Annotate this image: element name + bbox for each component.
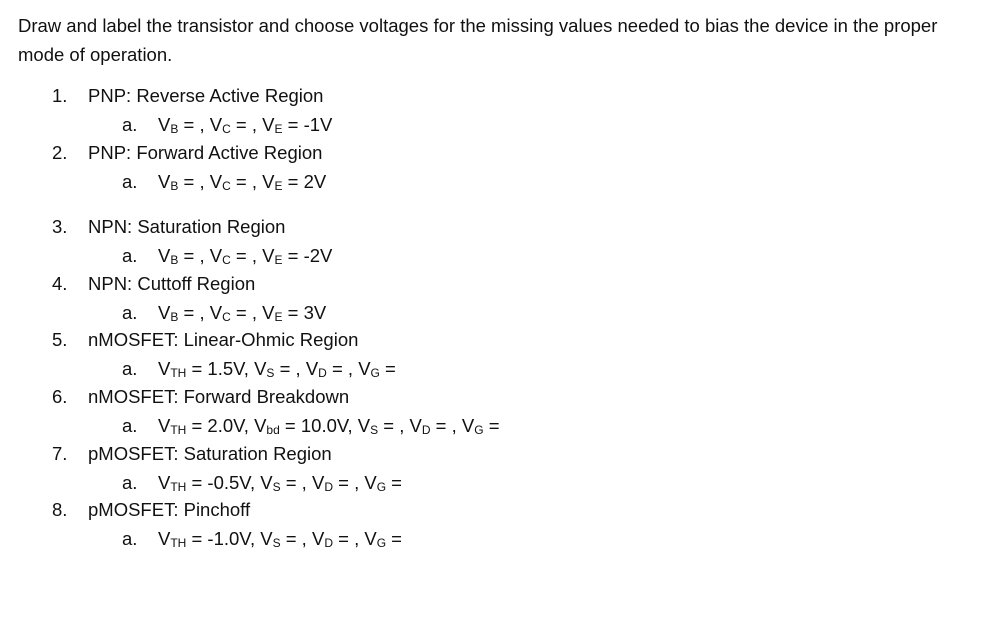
voltage-subscript: D [421,423,431,437]
voltage-value: = , [230,171,263,192]
subitem-letter: a. [122,171,138,192]
voltage-term [262,171,326,192]
problem-2-subitem [122,171,326,193]
voltage-term [358,358,396,379]
instructions-paragraph: Draw and label the transistor and choose voltages for the missing values needed to bias the device in the proper mode of operation. [18,15,938,65]
problem-title: NPN: Saturation Region [88,216,286,237]
voltage-subscript: C [222,253,231,267]
voltage-value: = [386,472,402,493]
voltage-term [306,358,358,379]
voltage-subscript: G [376,480,387,494]
voltage-value: = , [378,415,410,436]
voltage-subscript: bd [266,423,280,437]
voltage-term [158,358,254,379]
voltage-value: = , [326,358,359,379]
problem-title: PNP: Forward Active Region [88,142,323,163]
voltage-subscript: G [370,366,380,380]
voltage-symbol: V [158,415,171,436]
voltage-term [260,528,312,549]
problem-title: PNP: Reverse Active Region [88,85,324,106]
voltage-value: = [483,415,500,436]
voltage-subscript: TH [170,366,187,380]
voltage-value: = , [230,302,263,323]
voltage-subscript: C [222,122,231,136]
voltage-value: = , [178,245,210,266]
voltage-value: = 1.5V, [186,358,255,379]
problem-8 [52,499,250,521]
problem-5-subitem [122,358,396,380]
voltage-value: = -1.0V, [186,528,261,549]
voltage-term [158,528,260,549]
voltage-subscript: B [170,253,179,267]
voltage-value: = , [178,114,210,135]
voltage-term [158,415,254,436]
voltage-term [158,171,210,192]
problem-number: 3. [52,216,68,237]
voltage-symbol: V [262,114,275,135]
voltage-subscript: E [274,179,283,193]
problem-number: 5. [52,329,68,350]
voltage-term [254,358,306,379]
voltage-subscript: D [324,480,333,494]
voltage-value: = , [332,528,365,549]
subitem-letter: a. [122,245,138,266]
voltage-subscript: G [474,423,484,437]
voltage-symbol: V [260,472,273,493]
problem-number: 7. [52,443,68,464]
problem-6-subitem [122,415,500,437]
voltage-value: = 3V [282,302,327,323]
voltage-subscript: C [222,310,231,324]
voltage-term [158,114,210,135]
voltage-list [158,415,500,436]
voltage-symbol: V [158,245,171,266]
subitem-letter: a. [122,528,138,549]
voltage-term [210,245,262,266]
voltage-term [462,415,500,436]
voltage-term [262,114,332,135]
voltage-term [158,472,260,493]
problem-4 [52,273,255,295]
voltage-value: = , [274,358,306,379]
voltage-symbol: V [158,114,171,135]
voltage-value: = -1V [282,114,333,135]
voltage-subscript: B [170,179,179,193]
voltage-list [158,171,326,192]
problem-3-subitem [122,245,332,267]
voltage-value: = , [178,171,210,192]
voltage-value: = , [280,472,312,493]
voltage-term [262,302,326,323]
problem-1-subitem [122,114,332,136]
voltage-subscript: E [274,310,283,324]
voltage-term [262,245,332,266]
voltage-symbol: V [311,528,325,549]
voltage-subscript: TH [170,423,187,437]
voltage-list [158,472,402,493]
voltage-symbol: V [158,358,171,379]
voltage-subscript: G [376,536,387,550]
voltage-term [260,472,312,493]
voltage-value: = 2.0V, [186,415,255,436]
voltage-term [210,302,262,323]
problem-title: nMOSFET: Linear-Ohmic Region [88,329,359,350]
voltage-subscript: E [274,253,283,267]
voltage-list [158,114,332,135]
voltage-term [210,171,262,192]
problem-number: 8. [52,499,68,520]
voltage-value: = -2V [282,245,333,266]
voltage-term [254,415,358,436]
subitem-letter: a. [122,415,138,436]
voltage-symbol: V [262,302,275,323]
voltage-symbol: V [158,302,171,323]
problem-8-subitem [122,528,402,550]
voltage-subscript: S [272,480,281,494]
voltage-subscript: D [318,366,327,380]
voltage-value: = , [230,245,263,266]
voltage-symbol: V [254,415,267,436]
voltage-symbol: V [158,472,171,493]
voltage-value: = , [178,302,210,323]
voltage-subscript: S [272,536,281,550]
voltage-subscript: TH [170,480,187,494]
voltage-subscript: B [170,122,179,136]
voltage-term [358,415,410,436]
voltage-value: = , [280,528,312,549]
problem-number: 1. [52,85,68,106]
problem-number: 6. [52,386,68,407]
subitem-letter: a. [122,358,138,379]
voltage-subscript: E [274,122,283,136]
voltage-term [410,415,462,436]
voltage-subscript: S [266,366,275,380]
problem-number: 2. [52,142,68,163]
voltage-symbol: V [305,358,319,379]
voltage-subscript: D [324,536,333,550]
subitem-letter: a. [122,302,138,323]
problem-1 [52,85,323,107]
voltage-term [158,245,210,266]
voltage-symbol: V [461,415,475,436]
voltage-symbol: V [209,171,223,192]
problem-6 [52,386,349,408]
problem-7-subitem [122,472,402,494]
voltage-subscript: TH [170,536,187,550]
problem-title: nMOSFET: Forward Breakdown [88,386,350,407]
voltage-value: = -0.5V, [186,472,261,493]
subitem-letter: a. [122,114,138,135]
problem-2 [52,142,322,164]
voltage-list [158,358,396,379]
subitem-letter: a. [122,472,138,493]
voltage-term [312,528,364,549]
problem-title: pMOSFET: Pinchoff [88,499,251,520]
voltage-term [158,302,210,323]
voltage-value: = [386,528,402,549]
problem-number: 4. [52,273,68,294]
voltage-symbol: V [358,358,371,379]
problem-7 [52,443,332,465]
problem-5 [52,329,358,351]
voltage-symbol: V [158,171,171,192]
voltage-list [158,528,402,549]
voltage-value: = 10.0V, [279,415,358,436]
voltage-symbol: V [262,171,275,192]
voltage-symbol: V [364,472,377,493]
voltage-subscript: S [370,423,379,437]
voltage-term [312,472,364,493]
voltage-value: = , [430,415,462,436]
problem-title: pMOSFET: Saturation Region [88,443,332,464]
voltage-value: = [379,358,396,379]
voltage-symbol: V [209,302,223,323]
problem-4-subitem [122,302,326,324]
voltage-value: = , [332,472,365,493]
voltage-symbol: V [262,245,275,266]
voltage-subscript: C [222,179,231,193]
voltage-term [210,114,262,135]
voltage-list [158,245,332,266]
voltage-symbol: V [260,528,273,549]
voltage-symbol: V [409,415,422,436]
voltage-value: = 2V [282,171,327,192]
voltage-symbol: V [158,528,171,549]
voltage-symbol: V [311,472,325,493]
voltage-value: = , [230,114,263,135]
voltage-list [158,302,326,323]
voltage-symbol: V [364,528,377,549]
voltage-symbol: V [209,245,223,266]
problem-3 [52,216,285,238]
problem-title: NPN: Cuttoff Region [88,273,256,294]
voltage-symbol: V [254,358,267,379]
voltage-subscript: B [170,310,179,324]
voltage-term [364,528,402,549]
voltage-symbol: V [209,114,223,135]
voltage-symbol: V [357,415,371,436]
voltage-term [364,472,402,493]
